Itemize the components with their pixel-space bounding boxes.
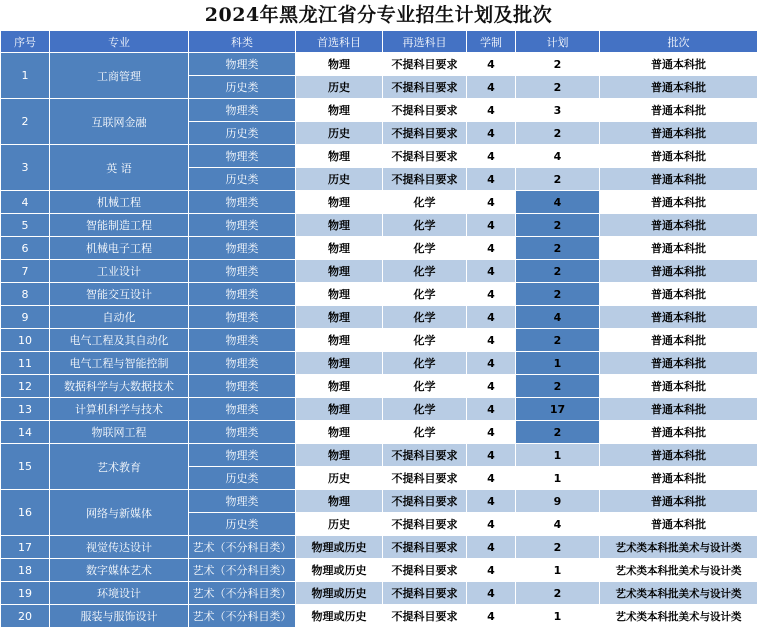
row-number: 9 (1, 306, 50, 329)
major-name: 艺术教育 (50, 444, 189, 490)
first-subject: 物理 (296, 329, 383, 352)
years: 4 (467, 375, 516, 398)
batch: 普通本科批 (600, 53, 757, 76)
second-subject: 不提科目要求 (383, 168, 467, 191)
plan-count: 4 (516, 145, 600, 168)
major-name: 计算机科学与技术 (50, 398, 189, 421)
second-subject: 不提科目要求 (383, 145, 467, 168)
plan-count: 2 (516, 375, 600, 398)
first-subject: 物理 (296, 260, 383, 283)
plan-count: 2 (516, 536, 600, 559)
second-subject: 化学 (383, 352, 467, 375)
row-number: 5 (1, 214, 50, 237)
header-no: 序号 (1, 31, 50, 53)
subject-type: 艺术（不分科目类） (189, 536, 296, 559)
batch: 普通本科批 (600, 76, 757, 99)
subject-type: 物理类 (189, 444, 296, 467)
row-number: 11 (1, 352, 50, 375)
second-subject: 不提科目要求 (383, 444, 467, 467)
batch: 艺术类本科批美术与设计类 (600, 582, 757, 605)
table-row (1, 536, 757, 559)
batch: 普通本科批 (600, 352, 757, 375)
plan-count: 2 (516, 582, 600, 605)
subject-type: 物理类 (189, 260, 296, 283)
first-subject: 物理 (296, 421, 383, 444)
table-header-row (1, 31, 757, 53)
table-row (1, 53, 757, 76)
header-first-subject: 首选科目 (296, 31, 383, 53)
subject-type: 物理类 (189, 283, 296, 306)
row-number: 16 (1, 490, 50, 536)
batch: 普通本科批 (600, 490, 757, 513)
years: 4 (467, 76, 516, 99)
header-subtype: 科类 (189, 31, 296, 53)
first-subject: 物理 (296, 214, 383, 237)
batch: 普通本科批 (600, 99, 757, 122)
years: 4 (467, 421, 516, 444)
table-row (1, 329, 757, 352)
years: 4 (467, 444, 516, 467)
row-number: 18 (1, 559, 50, 582)
first-subject: 物理 (296, 444, 383, 467)
row-number: 3 (1, 145, 50, 191)
years: 4 (467, 582, 516, 605)
first-subject: 物理 (296, 237, 383, 260)
first-subject: 历史 (296, 122, 383, 145)
row-number: 14 (1, 421, 50, 444)
plan-count: 2 (516, 421, 600, 444)
second-subject: 化学 (383, 237, 467, 260)
batch: 普通本科批 (600, 145, 757, 168)
batch: 普通本科批 (600, 444, 757, 467)
plan-count: 4 (516, 191, 600, 214)
first-subject: 物理 (296, 99, 383, 122)
table-row (1, 237, 757, 260)
major-name: 工商管理 (50, 53, 189, 99)
plan-count: 1 (516, 352, 600, 375)
table-row (1, 375, 757, 398)
major-name: 英 语 (50, 145, 189, 191)
major-name: 物联网工程 (50, 421, 189, 444)
batch: 普通本科批 (600, 237, 757, 260)
second-subject: 不提科目要求 (383, 605, 467, 628)
subject-type: 物理类 (189, 99, 296, 122)
first-subject: 物理 (296, 283, 383, 306)
header-batch: 批次 (600, 31, 757, 53)
plan-count: 17 (516, 398, 600, 421)
batch: 普通本科批 (600, 467, 757, 490)
major-name: 自动化 (50, 306, 189, 329)
batch: 普通本科批 (600, 329, 757, 352)
row-number: 13 (1, 398, 50, 421)
batch: 普通本科批 (600, 283, 757, 306)
second-subject: 化学 (383, 191, 467, 214)
second-subject: 不提科目要求 (383, 582, 467, 605)
second-subject: 化学 (383, 398, 467, 421)
batch: 艺术类本科批美术与设计类 (600, 559, 757, 582)
batch: 普通本科批 (600, 398, 757, 421)
years: 4 (467, 122, 516, 145)
years: 4 (467, 559, 516, 582)
first-subject: 物理 (296, 398, 383, 421)
subject-type: 艺术（不分科目类） (189, 559, 296, 582)
table-row (1, 283, 757, 306)
second-subject: 不提科目要求 (383, 76, 467, 99)
row-number: 12 (1, 375, 50, 398)
years: 4 (467, 168, 516, 191)
plan-count: 3 (516, 99, 600, 122)
admission-plan-table (0, 30, 757, 628)
first-subject: 物理 (296, 191, 383, 214)
subject-type: 物理类 (189, 237, 296, 260)
page-title: 2024年黑龙江省分专业招生计划及批次 (0, 0, 757, 30)
years: 4 (467, 467, 516, 490)
first-subject: 历史 (296, 513, 383, 536)
plan-count: 1 (516, 559, 600, 582)
row-number: 6 (1, 237, 50, 260)
table-row (1, 306, 757, 329)
years: 4 (467, 53, 516, 76)
subject-type: 艺术（不分科目类） (189, 582, 296, 605)
years: 4 (467, 513, 516, 536)
batch: 普通本科批 (600, 122, 757, 145)
subject-type: 物理类 (189, 329, 296, 352)
first-subject: 历史 (296, 467, 383, 490)
plan-count: 2 (516, 53, 600, 76)
major-name: 工业设计 (50, 260, 189, 283)
years: 4 (467, 329, 516, 352)
subject-type: 艺术（不分科目类） (189, 605, 296, 628)
batch: 普通本科批 (600, 513, 757, 536)
second-subject: 化学 (383, 329, 467, 352)
second-subject: 不提科目要求 (383, 122, 467, 145)
subject-type: 物理类 (189, 214, 296, 237)
table-row (1, 191, 757, 214)
batch: 普通本科批 (600, 375, 757, 398)
subject-type: 物理类 (189, 352, 296, 375)
years: 4 (467, 283, 516, 306)
first-subject: 历史 (296, 76, 383, 99)
plan-count: 2 (516, 168, 600, 191)
first-subject: 物理 (296, 375, 383, 398)
first-subject: 物理 (296, 306, 383, 329)
years: 4 (467, 352, 516, 375)
second-subject: 化学 (383, 260, 467, 283)
major-name: 电气工程及其自动化 (50, 329, 189, 352)
subject-type: 物理类 (189, 306, 296, 329)
second-subject: 不提科目要求 (383, 536, 467, 559)
row-number: 17 (1, 536, 50, 559)
plan-count: 1 (516, 444, 600, 467)
batch: 艺术类本科批美术与设计类 (600, 605, 757, 628)
second-subject: 不提科目要求 (383, 99, 467, 122)
major-name: 电气工程与智能控制 (50, 352, 189, 375)
row-number: 2 (1, 99, 50, 145)
major-name: 服装与服饰设计 (50, 605, 189, 628)
subject-type: 物理类 (189, 490, 296, 513)
first-subject: 物理或历史 (296, 605, 383, 628)
first-subject: 物理或历史 (296, 559, 383, 582)
major-name: 机械电子工程 (50, 237, 189, 260)
table-row (1, 398, 757, 421)
years: 4 (467, 214, 516, 237)
header-plan: 计划 (516, 31, 600, 53)
second-subject: 不提科目要求 (383, 467, 467, 490)
plan-count: 2 (516, 329, 600, 352)
plan-count: 4 (516, 513, 600, 536)
row-number: 7 (1, 260, 50, 283)
years: 4 (467, 237, 516, 260)
subject-type: 物理类 (189, 398, 296, 421)
subject-type: 历史类 (189, 76, 296, 99)
subject-type: 历史类 (189, 513, 296, 536)
years: 4 (467, 191, 516, 214)
second-subject: 不提科目要求 (383, 53, 467, 76)
table-row (1, 99, 757, 122)
years: 4 (467, 260, 516, 283)
table-row (1, 352, 757, 375)
table-row (1, 490, 757, 513)
subject-type: 物理类 (189, 145, 296, 168)
row-number: 10 (1, 329, 50, 352)
second-subject: 化学 (383, 375, 467, 398)
batch: 普通本科批 (600, 191, 757, 214)
second-subject: 化学 (383, 421, 467, 444)
table-row (1, 605, 757, 628)
plan-count: 9 (516, 490, 600, 513)
plan-count: 2 (516, 122, 600, 145)
plan-count: 2 (516, 237, 600, 260)
major-name: 互联网金融 (50, 99, 189, 145)
major-name: 智能交互设计 (50, 283, 189, 306)
first-subject: 历史 (296, 168, 383, 191)
major-name: 数字媒体艺术 (50, 559, 189, 582)
plan-count: 2 (516, 283, 600, 306)
table-row (1, 444, 757, 467)
second-subject: 化学 (383, 214, 467, 237)
years: 4 (467, 99, 516, 122)
years: 4 (467, 306, 516, 329)
plan-count: 1 (516, 467, 600, 490)
subject-type: 物理类 (189, 53, 296, 76)
row-number: 20 (1, 605, 50, 628)
subject-type: 物理类 (189, 375, 296, 398)
subject-type: 历史类 (189, 467, 296, 490)
batch: 普通本科批 (600, 168, 757, 191)
subject-type: 历史类 (189, 168, 296, 191)
years: 4 (467, 536, 516, 559)
major-name: 视觉传达设计 (50, 536, 189, 559)
subject-type: 物理类 (189, 421, 296, 444)
first-subject: 物理 (296, 53, 383, 76)
second-subject: 化学 (383, 306, 467, 329)
years: 4 (467, 398, 516, 421)
row-number: 15 (1, 444, 50, 490)
table-row (1, 145, 757, 168)
table-row (1, 559, 757, 582)
table-row (1, 214, 757, 237)
table-row (1, 421, 757, 444)
second-subject: 不提科目要求 (383, 513, 467, 536)
first-subject: 物理 (296, 490, 383, 513)
major-name: 智能制造工程 (50, 214, 189, 237)
plan-count: 2 (516, 76, 600, 99)
plan-count: 1 (516, 605, 600, 628)
batch: 普通本科批 (600, 260, 757, 283)
first-subject: 物理或历史 (296, 536, 383, 559)
first-subject: 物理或历史 (296, 582, 383, 605)
batch: 普通本科批 (600, 214, 757, 237)
years: 4 (467, 145, 516, 168)
first-subject: 物理 (296, 352, 383, 375)
second-subject: 化学 (383, 283, 467, 306)
batch: 普通本科批 (600, 306, 757, 329)
subject-type: 物理类 (189, 191, 296, 214)
batch: 艺术类本科批美术与设计类 (600, 536, 757, 559)
row-number: 8 (1, 283, 50, 306)
plan-count: 4 (516, 306, 600, 329)
table-row (1, 582, 757, 605)
major-name: 机械工程 (50, 191, 189, 214)
years: 4 (467, 605, 516, 628)
row-number: 4 (1, 191, 50, 214)
plan-count: 2 (516, 260, 600, 283)
plan-count: 2 (516, 214, 600, 237)
row-number: 1 (1, 53, 50, 99)
second-subject: 不提科目要求 (383, 559, 467, 582)
first-subject: 物理 (296, 145, 383, 168)
years: 4 (467, 490, 516, 513)
major-name: 环境设计 (50, 582, 189, 605)
subject-type: 历史类 (189, 122, 296, 145)
batch: 普通本科批 (600, 421, 757, 444)
major-name: 网络与新媒体 (50, 490, 189, 536)
table-row (1, 260, 757, 283)
header-years: 学制 (467, 31, 516, 53)
second-subject: 不提科目要求 (383, 490, 467, 513)
header-second-subject: 再选科目 (383, 31, 467, 53)
major-name: 数据科学与大数据技术 (50, 375, 189, 398)
header-major: 专业 (50, 31, 189, 53)
row-number: 19 (1, 582, 50, 605)
